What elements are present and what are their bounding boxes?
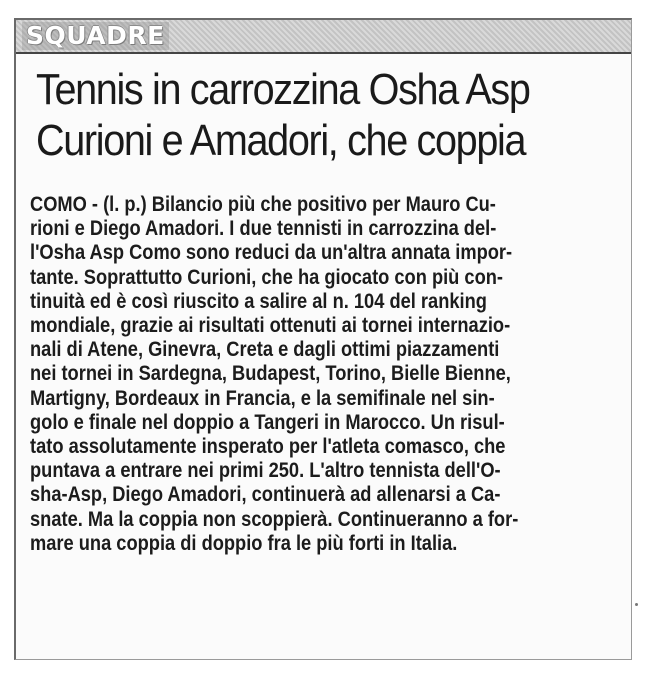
body-line: rioni e Diego Amadori. I due tennisti in carrozzina del-	[30, 217, 497, 241]
body-line: mare una coppia di doppio fra le più forti in Italia.	[30, 531, 458, 555]
body-line: COMO - (l. p.) Bilancio più che positivo per Mauro Cu-	[30, 193, 496, 216]
article-headline	[36, 64, 558, 166]
body-line: mondiale, grazie ai risultati ottenuti ai tornei internazio-	[30, 314, 511, 338]
scan-speck	[635, 603, 638, 606]
section-header-band	[16, 20, 631, 54]
body-line: Martigny, Bordeaux in Francia, e la semifinale nel sin-	[30, 386, 495, 410]
body-line: golo e finale nel doppio a Tangeri in Marocco. Un risul-	[30, 410, 505, 434]
body-line: l'Osha Asp Como sono reduci da un'altra annata impor-	[30, 241, 513, 265]
body-line: nei tornei in Sardegna, Budapest, Torino, Bielle Bienne,	[30, 362, 511, 386]
section-label: SQUADRE	[22, 22, 169, 50]
body-line: nali di Atene, Ginevra, Creta e dagli ottimi piazzamenti	[30, 338, 500, 362]
body-line: tante. Soprattutto Curioni, che ha giocato con più con-	[30, 265, 503, 289]
body-line: sha-Asp, Diego Amadori, continuerà ad allenarsi a Ca-	[30, 483, 501, 507]
body-line: snate. Ma la coppia non scoppierà. Continueranno a for-	[30, 507, 519, 531]
body-line: tato assolutamente insperato per l'atleta comasco, che	[30, 435, 506, 459]
headline-line: Tennis in carrozzina Osha Asp	[36, 65, 530, 114]
body-line: puntava a entrare nei primi 250. L'altro tennista dell'O-	[30, 459, 501, 483]
body-line: tinuità ed è così riuscito a salire al n. 104 del ranking	[30, 289, 487, 313]
article-body	[30, 193, 587, 556]
headline-line: Curioni e Amadori, che coppia	[36, 116, 526, 165]
